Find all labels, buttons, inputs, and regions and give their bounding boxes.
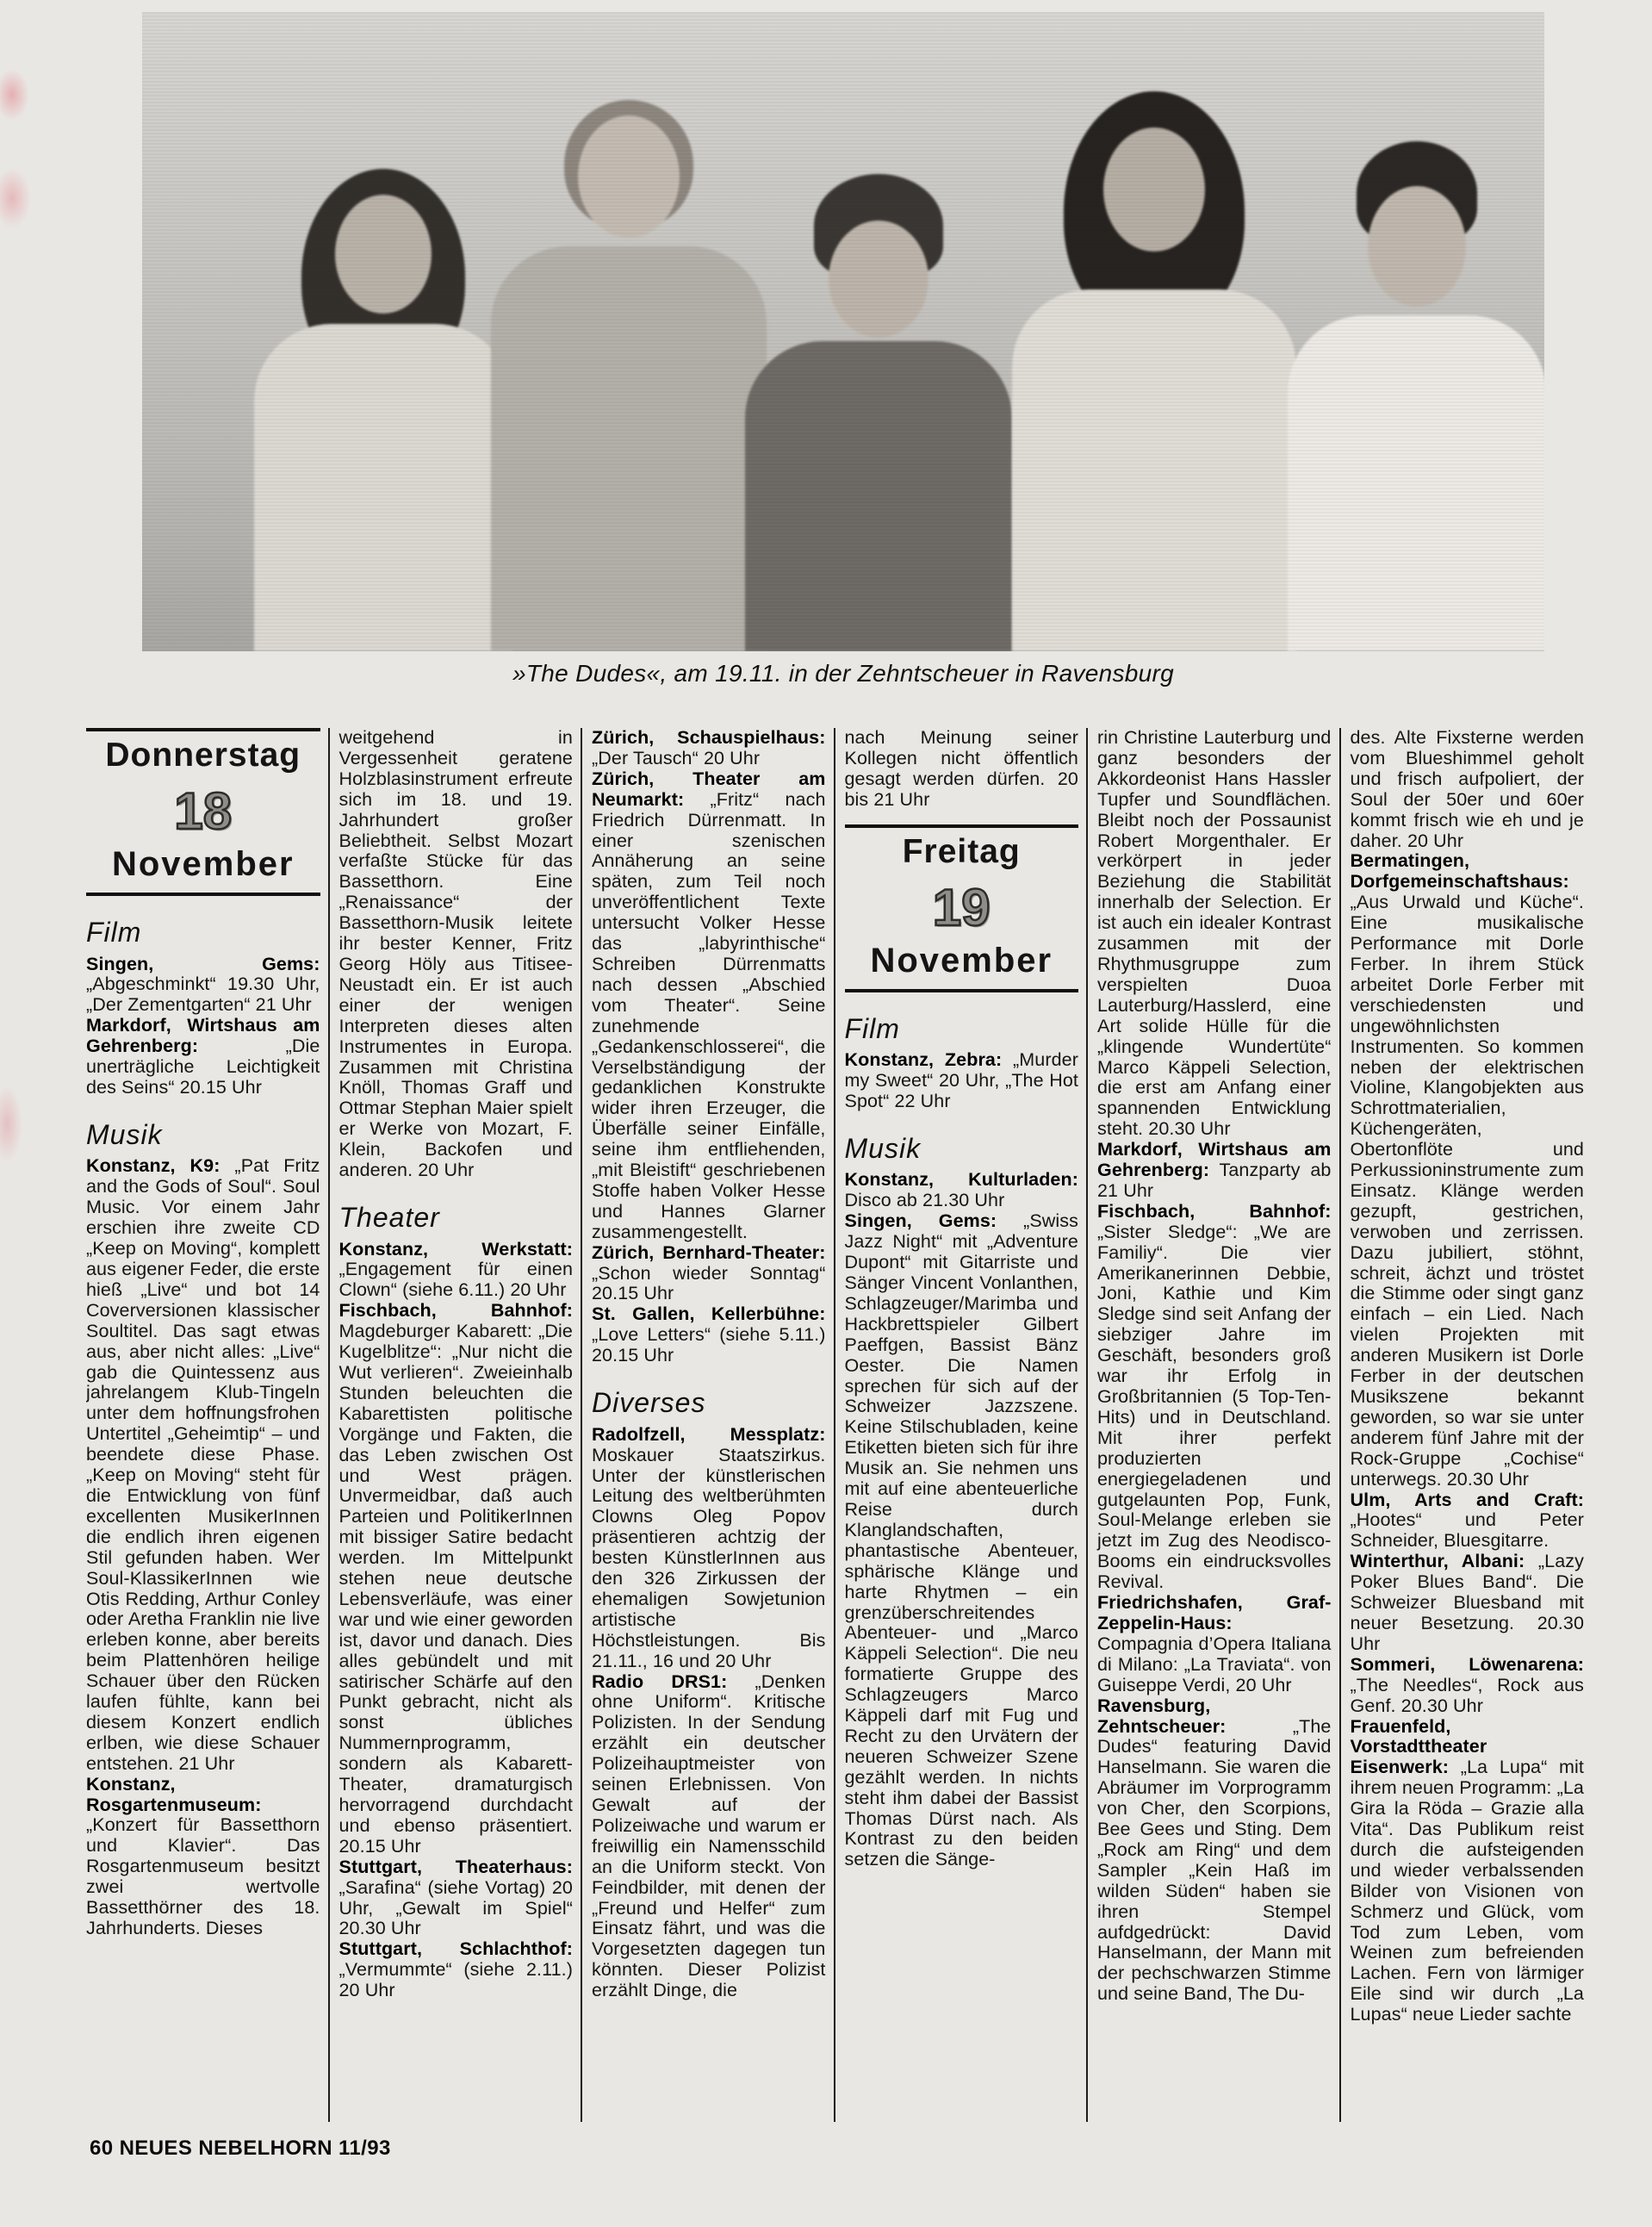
venue-label: Fischbach, Bahnhof: bbox=[1097, 1200, 1332, 1222]
text-column-2 bbox=[328, 728, 581, 2122]
day-header bbox=[845, 824, 1079, 992]
scan-smudge bbox=[0, 69, 29, 121]
listing-paragraph: rin Christine Lauterburg und ganz besonders der Akkordeonist Hans Hassler Tupfer und Soundflächen. Bleibt noch der Possaunist Robert Morgenthaler. Er verkörpert in jeder Beziehung die Stabilität innerhalb der Selection. Er ist auch ein idealer Kontrast zusammen mit der Rhythmusgruppe zum verspielten Duoa Lauterburg/Hasslerd, eine Art solide Hülle für die „klingende Wundertüte“ Marco Käppeli Selection, die erst am Anfang einer spannenden Entwicklung steht. 20.30 Uhr bbox=[1097, 728, 1332, 1140]
listing-paragraph: Konstanz, Zebra: „Murder my Sweet“ 20 Uhr, „The Hot Spot“ 22 Uhr bbox=[844, 1049, 1078, 1111]
day-num: 18 bbox=[174, 781, 233, 840]
venue-label: Zürich, Bernhard-Theater: bbox=[592, 1241, 826, 1263]
venue-label: Frauenfeld, Vorstadttheater Eisenwerk: bbox=[1350, 1715, 1487, 1778]
photo-caption: »The Dudes«, am 19.11. in der Zehntscheuer in Ravensburg bbox=[512, 660, 1175, 687]
venue-label: Zürich, Theater am Neumarkt: bbox=[592, 768, 826, 810]
venue-label: Friedrichshafen, Graf-Zeppelin-Haus: bbox=[1097, 1592, 1332, 1633]
text-column-5 bbox=[1086, 728, 1339, 2122]
text-column-6 bbox=[1339, 728, 1593, 2122]
venue-label: Konstanz, Zebra: bbox=[844, 1049, 1003, 1071]
text-column-4 bbox=[834, 728, 1087, 2122]
section-heading: Musik bbox=[86, 1118, 163, 1150]
listing-paragraph: Singen, Gems: „Swiss Jazz Night“ mit „Adventure Dupont“ mit Gitarriste und Sänger Vincent Vonlanthen, Schlagzeuger/Marimba und Hackbrettspieler Gilbert Paeffgen, Bassist Bänz Oester. Die Namen sprechen für sich auf der Schweizer Jazzszene. Keine Stilschubladen, keine Etiketten bieten sich für ihre Musik an. Sie nehmen uns mit auf eine abenteuerliche Reise durch Klanglandschaften, phantastische Abenteuer, sphärische Klänge und harte Rhytmen – ein grenzüberschreitendes Abenteuer- und „Marco Käppeli Selection“. Die neu formatierte Gruppe des Schlagzeugers Marco Käppeli darf mit Fug und Recht zu den Urvätern der neueren Schweizer Szene gezählt werden. In nichts steht ihm dabei der Bassist Thomas Dürst nach. Als Kontrast zu den beiden setzen die Sänge- bbox=[844, 1210, 1078, 1870]
listing-paragraph: Stuttgart, Schlachthof: „Vermummte“ (siehe 2.11.) 20 Uhr bbox=[338, 1938, 573, 2001]
listing-paragraph: Ravensburg, Zehntscheuer: „The Dudes“ featuring David Hanselmann. Sie waren die Abräumer im Vorprogramm von Cher, den Scorpions, Bee Gees und Sting. Dem „Rock am Ring“ und dem Sampler „Kein Haß im wilden Süden“ haben sie ihren Stempel aufdgedrückt: David Hanselmann, der Mann mit der pechschwarzen Stimme und seine Band, The Du- bbox=[1097, 1695, 1332, 2005]
listing-paragraph: weitgehend in Vergessenheit geratene Holzblasinstrument erfreute sich im 18. und 19. Jahrhundert großer Beliebtheit. Selbst Mozart verfaßte Stücke für das Bassetthorn. Eine „Renaissance“ der Bassetthorn-Musik leitete ihr bester Kenner, Fritz Georg Höly aus Titisee-Neustadt ein. Er ist auch einer der wenigen Interpreten dieses alten Instrumentes in Europa. Zusammen mit Christina Knöll, Thomas Graff und Ottmar Stephan Maier spielt er Werke von Mozart, F. Klein, Backofen und anderen. 20 Uhr bbox=[338, 728, 573, 1181]
listing-paragraph: Stuttgart, Theaterhaus: „Sarafina“ (siehe Vortag) 20 Uhr, „Gewalt im Spiel“ 20.30 Uhr bbox=[338, 1856, 573, 1939]
venue-label: St. Gallen, Kellerbühne: bbox=[592, 1303, 826, 1325]
section-heading: Film bbox=[86, 916, 142, 948]
venue-label: Konstanz, Rosgartenmuseum: bbox=[86, 1773, 262, 1815]
listing-paragraph: Bermatingen, Dorfgemeinschaftshaus: „Aus Urwald und Küche“. Eine musikalische Performance mit Dorle Ferber. In ihrem Stück arbeitet Dorle Ferber mit verschiedensten und ungewöhnlichsten Instrumenten. So kommen neben der elektrischen Violine, Klangobjekten aus Schrottmaterialien, Küchengeräten, Obertonflöte und Perkussioninstrumente zum Einsatz. Klänge werden gezupft, gestrichen, verwoben und zerrissen. Dazu jubiliert, stöhnt, schreit, ächzt und tröstet die Stimme oder singt ganz einfach – ein Lied. Nach vielen Projekten mit anderen Musikern ist Dorle Ferber in der deutschen Musikszene bekannt geworden, so war sie unter anderem fünf Jahre mit der Rock-Gruppe „Cochise“ unterwegs. 20.30 Uhr bbox=[1350, 850, 1584, 1490]
text-column-1 bbox=[86, 728, 328, 2122]
listing-paragraph: Singen, Gems: „Abgeschminkt“ 19.30 Uhr, „Der Zementgarten“ 21 Uhr bbox=[86, 953, 320, 1016]
venue-label: Markdorf, Wirtshaus am Gehrenberg: bbox=[1097, 1139, 1332, 1181]
venue-label: Singen, Gems: bbox=[86, 953, 320, 974]
listing-paragraph: Zürich, Theater am Neumarkt: „Fritz“ nach Friedrich Dürrenmatt. In einer szenischen Annäherung an seine späten, zum Teil noch unveröffentlichent Texte untersucht Volker Hesse das „labyrinthische“ Schreiben Dürrenmatts nach dessen „Abschied vom Theater“. Seine zunehmende „Gedankenschlosserei“, die Verselbständigung der gedanklichen Konstrukte wider ihren Erzeuger, die Überfälle seiner Einfälle, seine ihm entfliehenden, „mit Bleistift“ geschriebenen Stoffe haben Volker Hesse und Hannes Glarner zusammengestellt. bbox=[592, 768, 826, 1242]
band-photo bbox=[142, 12, 1544, 651]
listing-paragraph: Frauenfeld, Vorstadttheater Eisenwerk: „La Lupa“ mit ihrem neuen Programm: „La Gira la Röda – Grazie alla Vita“. Das Publikum reist durch die aufsteigenden und wieder verbalssenden Bilder von Visionen von Schmerz und Glück, vom Tod zum Leben, vom Weinen zum befreienden Lachen. Fern von lärmiger Eile sind wir durch „La Lupas“ neue Lieder sachte bbox=[1350, 1715, 1584, 2025]
venue-label: Ravensburg, Zehntscheuer: bbox=[1097, 1695, 1227, 1737]
section-heading: Diverses bbox=[592, 1387, 706, 1419]
listing-paragraph: Konstanz, Kulturladen: Disco ab 21.30 Uhr bbox=[844, 1169, 1078, 1211]
photo-grain bbox=[142, 12, 1544, 651]
venue-label: Radio DRS1: bbox=[592, 1670, 728, 1692]
listing-paragraph: Radolfzell, Messplatz: Moskauer Staatszirkus. Unter der künstlerischen Leitung des weltberühmten Clowns Oleg Popov präsentieren achtzig der besten KünstlerInnen aus den 326 Zirkussen der ehemaligen Sowjetunion artistische Höchstleistungen. Bis 21.11., 16 und 20 Uhr bbox=[592, 1423, 826, 1671]
listing-paragraph: Winterthur, Albani: „Lazy Poker Blues Band“. Die Schweizer Bluesband mit neuer Besetzung. 20.30 Uhr bbox=[1350, 1551, 1584, 1654]
venue-label: Radolfzell, Messplatz: bbox=[592, 1423, 826, 1445]
venue-label: Konstanz, K9: bbox=[86, 1155, 220, 1177]
listing-paragraph: Ulm, Arts and Craft: „Hootes“ und Peter Schneider, Bluesgitarre. bbox=[1350, 1489, 1584, 1552]
day-name: Freitag bbox=[902, 832, 1021, 870]
listing-paragraph: Konstanz, K9: „Pat Fritz and the Gods of Soul“. Soul Music. Vor einem Jahr erschien ihre zweite CD „Keep on Moving“, komplett aus eigener Feder, die erste hieß „Live“ und bot 14 Coverversionen klassischer Soultitel. Das sagt etwas aus, aber nicht alles: „Live“ gab die Quintessenz aus jahrelangem Klub-Tingeln unter dem hoffnungsfrohen Untertitel „Geheimtip“ – und beendete diese Phase. „Keep on Moving“ steht für die Entwicklung von fünf excellenten MusikerInnen die endlich ihren eigenen Stil gefunden haben. Wer Soul-KlassikerInnen wie Otis Redding, Arthur Conley oder Aretha Franklin nie live erleben konne, aber bereits beim Plattenhören heilige Schauer über den Rücken laufen fühlte, kann bei diesem Konzert endlich erlben, wie diese Schauer entstehen. 21 Uhr bbox=[86, 1155, 320, 1774]
day-month: November bbox=[870, 941, 1053, 980]
listing-columns bbox=[86, 728, 1592, 2122]
venue-label: Konstanz, Kulturladen: bbox=[844, 1169, 1078, 1191]
day-name: Donnerstag bbox=[105, 737, 301, 774]
venue-label: Konstanz, Werkstatt: bbox=[338, 1238, 573, 1260]
day-header bbox=[86, 728, 320, 896]
listing-paragraph: Konstanz, Rosgartenmuseum: „Konzert für Bassetthorn und Klavier“. Das Rosgartenmuseum besitzt zwei wertvolle Bassetthörner des 18. Jahrhunderts. Dieses bbox=[86, 1773, 320, 1938]
section-heading: Theater bbox=[338, 1201, 440, 1233]
venue-label: Ulm, Arts and Craft: bbox=[1350, 1489, 1584, 1510]
venue-label: Singen, Gems: bbox=[844, 1210, 997, 1232]
listing-paragraph: Konstanz, Werkstatt: „Engagement für einen Clown“ (siehe 6.11.) 20 Uhr bbox=[338, 1238, 573, 1301]
listing-paragraph: Friedrichshafen, Graf-Zeppelin-Haus: Compagnia d’Opera Italiana di Milano: „La Traviata“. von Guiseppe Verdi, 20 Uhr bbox=[1097, 1592, 1332, 1695]
listing-paragraph: Fischbach, Bahnhof: Magdeburger Kabarett: „Die Kugelblitze“: „Nur nicht die Wut verlieren“. Zweieinhalb Stunden beleuchten die Kabarettisten politische Vorgänge und Fakten, die das Leben zwischen Ost und West prägen. Unvermeidbar, daß auch Parteien und PolitikerInnen mit bissiger Satire bedacht werden. Im Mittelpunkt stehen neue deutsche Lebensverläufe, was einer war und wie einer geworden ist, davor und danach. Dies alles gebündelt und mit satirischer Schärfe auf den Punkt gebracht, nicht als sonst übliches Nummernprogramm, sondern als Kabarett-Theater, dramaturgisch hervorragend durchdacht und ebenso präsentiert. 20.15 Uhr bbox=[338, 1300, 574, 1857]
listing-paragraph: Markdorf, Wirtshaus am Gehrenberg: Tanzparty ab 21 Uhr bbox=[1097, 1139, 1332, 1201]
day-month: November bbox=[111, 844, 295, 883]
venue-label: Stuttgart, Schlachthof: bbox=[338, 1938, 573, 1960]
listing-paragraph: Markdorf, Wirtshaus am Gehrenberg: „Die unerträgliche Leichtigkeit des Seins“ 20.15 Uhr bbox=[86, 1015, 320, 1098]
scan-smudge bbox=[0, 168, 31, 228]
section-heading: Film bbox=[844, 1012, 900, 1044]
listing-paragraph: nach Meinung seiner Kollegen nicht öffentlich gesagt werden dürfen. 20 bis 21 Uhr bbox=[844, 728, 1078, 810]
listing-paragraph: Fischbach, Bahnhof: „Sister Sledge“: „We are Familiy“. Die vier Amerikanerinnen Debbie, Joni, Kathie und Kim Sledge sind seit Anfang der siebziger Jahre im Geschäft, besonders groß war ihr Erfolg in Großbritannien (5 Top-Ten-Hits) und in Deutschland. Mit ihrer perfekt produzierten energiegeladenen und gutgelaunten Pop, Funk, Soul-Melange erleben sie jetzt im Zug des Neodisco-Booms ein eindrucksvolles Revival. bbox=[1097, 1200, 1332, 1593]
venue-label: Sommeri, Löwenarena: bbox=[1350, 1653, 1584, 1675]
listing-paragraph: des. Alte Fixsterne werden vom Blueshimmel geholt und frisch aufpoliert, der Soul der 50er und 60er kommt frisch wie eh und je daher. 20 Uhr bbox=[1350, 728, 1584, 851]
venue-label: Winterthur, Albani: bbox=[1350, 1551, 1525, 1572]
venue-label: Fischbach, Bahnhof: bbox=[338, 1300, 573, 1322]
page-footer: 60 NEUES NEBELHORN 11/93 bbox=[90, 2137, 391, 2160]
listing-paragraph: St. Gallen, Kellerbühne: „Love Letters“ (siehe 5.11.) 20.15 Uhr bbox=[592, 1303, 826, 1366]
listing-paragraph: Zürich, Bernhard-Theater: „Schon wieder Sonntag“ 20.15 Uhr bbox=[592, 1241, 826, 1304]
venue-label: Bermatingen, Dorfgemeinschaftshaus: bbox=[1350, 850, 1569, 893]
scan-smudge bbox=[0, 1086, 22, 1163]
day-num: 19 bbox=[932, 878, 991, 936]
venue-label: Markdorf, Wirtshaus am Gehrenberg: bbox=[86, 1015, 320, 1057]
listing-paragraph: Zürich, Schauspielhaus: „Der Tausch“ 20 Uhr bbox=[592, 728, 826, 768]
listing-paragraph: Radio DRS1: „Denken ohne Uniform“. Kritische Polizisten. In der Sendung erzählt ein deutscher Polizeihauptmeister von seinen Erlebnissen. Von Gewalt auf der Polizeiwache und warum er freiwillig ein Namensschild an die Uniform steckt. Von Feindbilder, mit denen der „Freund und Helfer“ zum Einsatz fährt, und was die Vorgesetzten dagegen tun könnten. Dieser Polizist erzählt Dinge, die bbox=[592, 1670, 826, 2001]
text-column-3 bbox=[581, 728, 834, 2122]
venue-label: Stuttgart, Theaterhaus: bbox=[338, 1856, 573, 1877]
section-heading: Musik bbox=[844, 1132, 922, 1164]
listing-paragraph: Sommeri, Löwenarena: „The Needles“, Rock aus Genf. 20.30 Uhr bbox=[1350, 1653, 1584, 1716]
venue-label: Zürich, Schauspielhaus: bbox=[592, 728, 826, 748]
